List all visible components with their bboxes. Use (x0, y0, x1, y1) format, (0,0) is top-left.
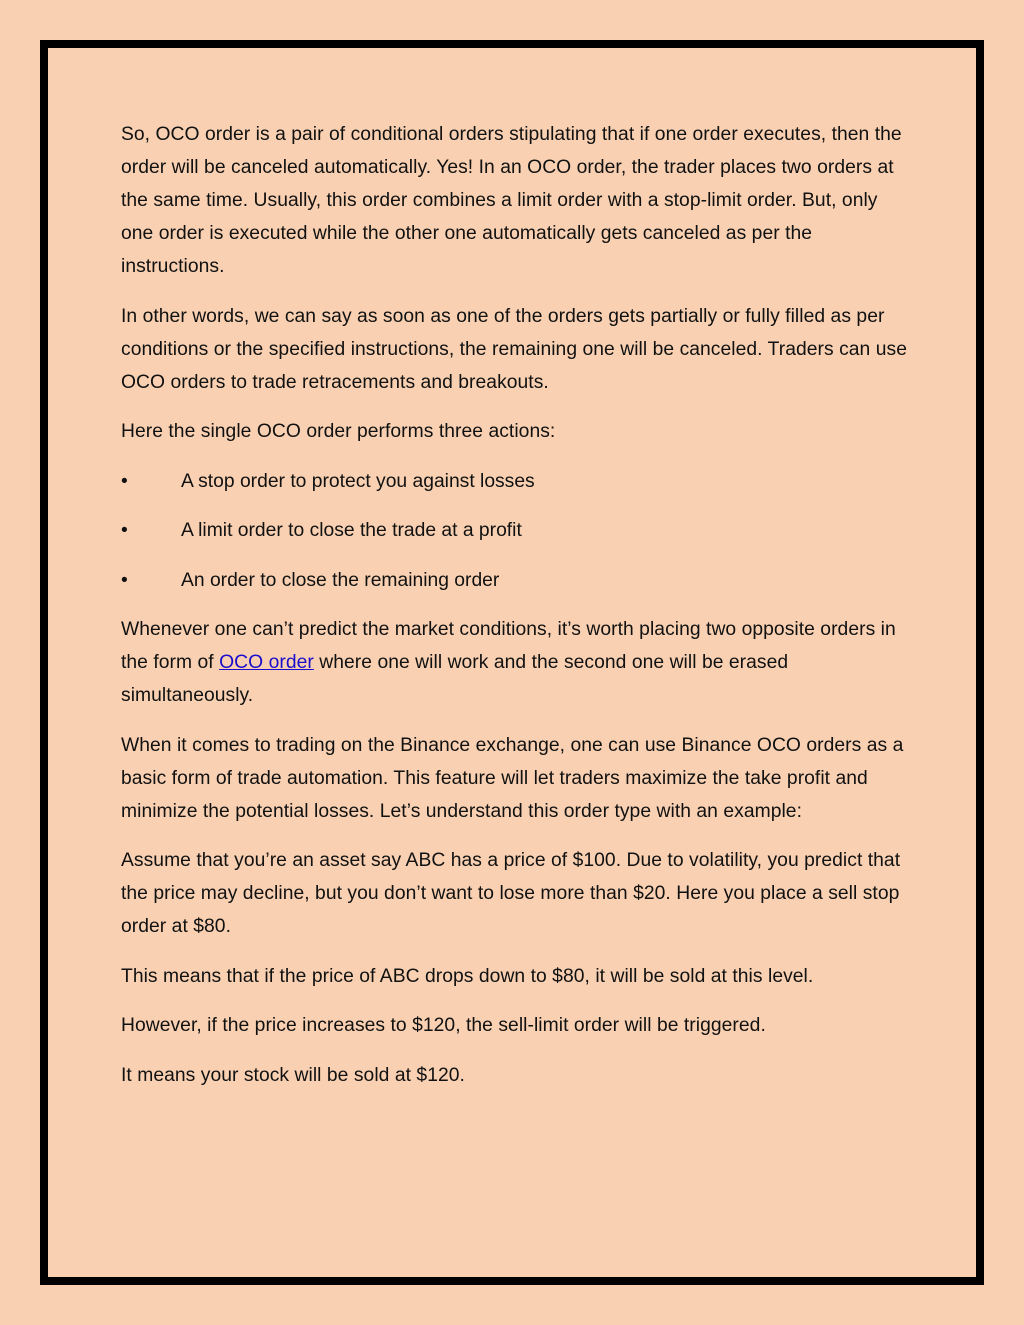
paragraph-text: where one will work and the second one will be erased simultaneously. (121, 652, 789, 706)
bullet-icon: • (121, 470, 128, 492)
paragraph-example: Assume that you’re an asset say ABC has a price of $100. Due to volatility, you predict that the price may decline, but you don’t want to lose more than $20. Here you place a sell stop order at $80. (121, 850, 901, 937)
oco-order-link[interactable]: OCO order (219, 652, 314, 673)
paragraph-sell-level: This means that if the price of ABC drops down to $80, it will be sold at this level. (121, 965, 814, 987)
paragraph-price-increase: However, if the price increases to $120, the sell-limit order will be triggered. (121, 1015, 766, 1036)
list-item-text: An order to close the remaining order (181, 569, 500, 591)
paragraph-market-conditions (121, 613, 911, 712)
list-item (121, 564, 911, 597)
list-item (121, 465, 911, 498)
paragraph-other-words: In other words, we can say as soon as one of the orders gets partially or fully filled as per conditions or the specified instructions, the remaining one will be canceled. Traders can use OCO orders to trade retracements and breakouts. (121, 305, 907, 393)
bullet-icon: • (121, 520, 128, 541)
paragraph-binance: When it comes to trading on the Binance exchange, one can use Binance OCO orders as a basic form of trade automation. This feature will let traders maximize the take profit and minimize the potential losses. Let’s understand this order type with an example: (121, 734, 904, 822)
list-item-text: A stop order to protect you against losses (181, 470, 535, 492)
list-item (121, 514, 911, 547)
paragraph-oco-definition: So, OCO order is a pair of conditional orders stipulating that if one order executes, then the order will be canceled automatically. Yes! In an OCO order, the trader places two orders at the same time. Usually, this order combines a limit order with a stop-limit order. But, only one order is executed while the other one automatically gets canceled as per the instructions. (121, 124, 902, 277)
paragraph-text: Whenever one can’t predict the market conditions, it’s worth placing two opposite orders in the form of (121, 619, 896, 673)
document-body (121, 118, 911, 1108)
list-item-text: A limit order to close the trade at a profit (181, 520, 522, 541)
paragraph-conclusion: It means your stock will be sold at $120. (121, 1064, 465, 1086)
paragraph-three-actions-intro: Here the single OCO order performs three actions: (121, 421, 556, 442)
bullet-icon: • (121, 569, 128, 591)
